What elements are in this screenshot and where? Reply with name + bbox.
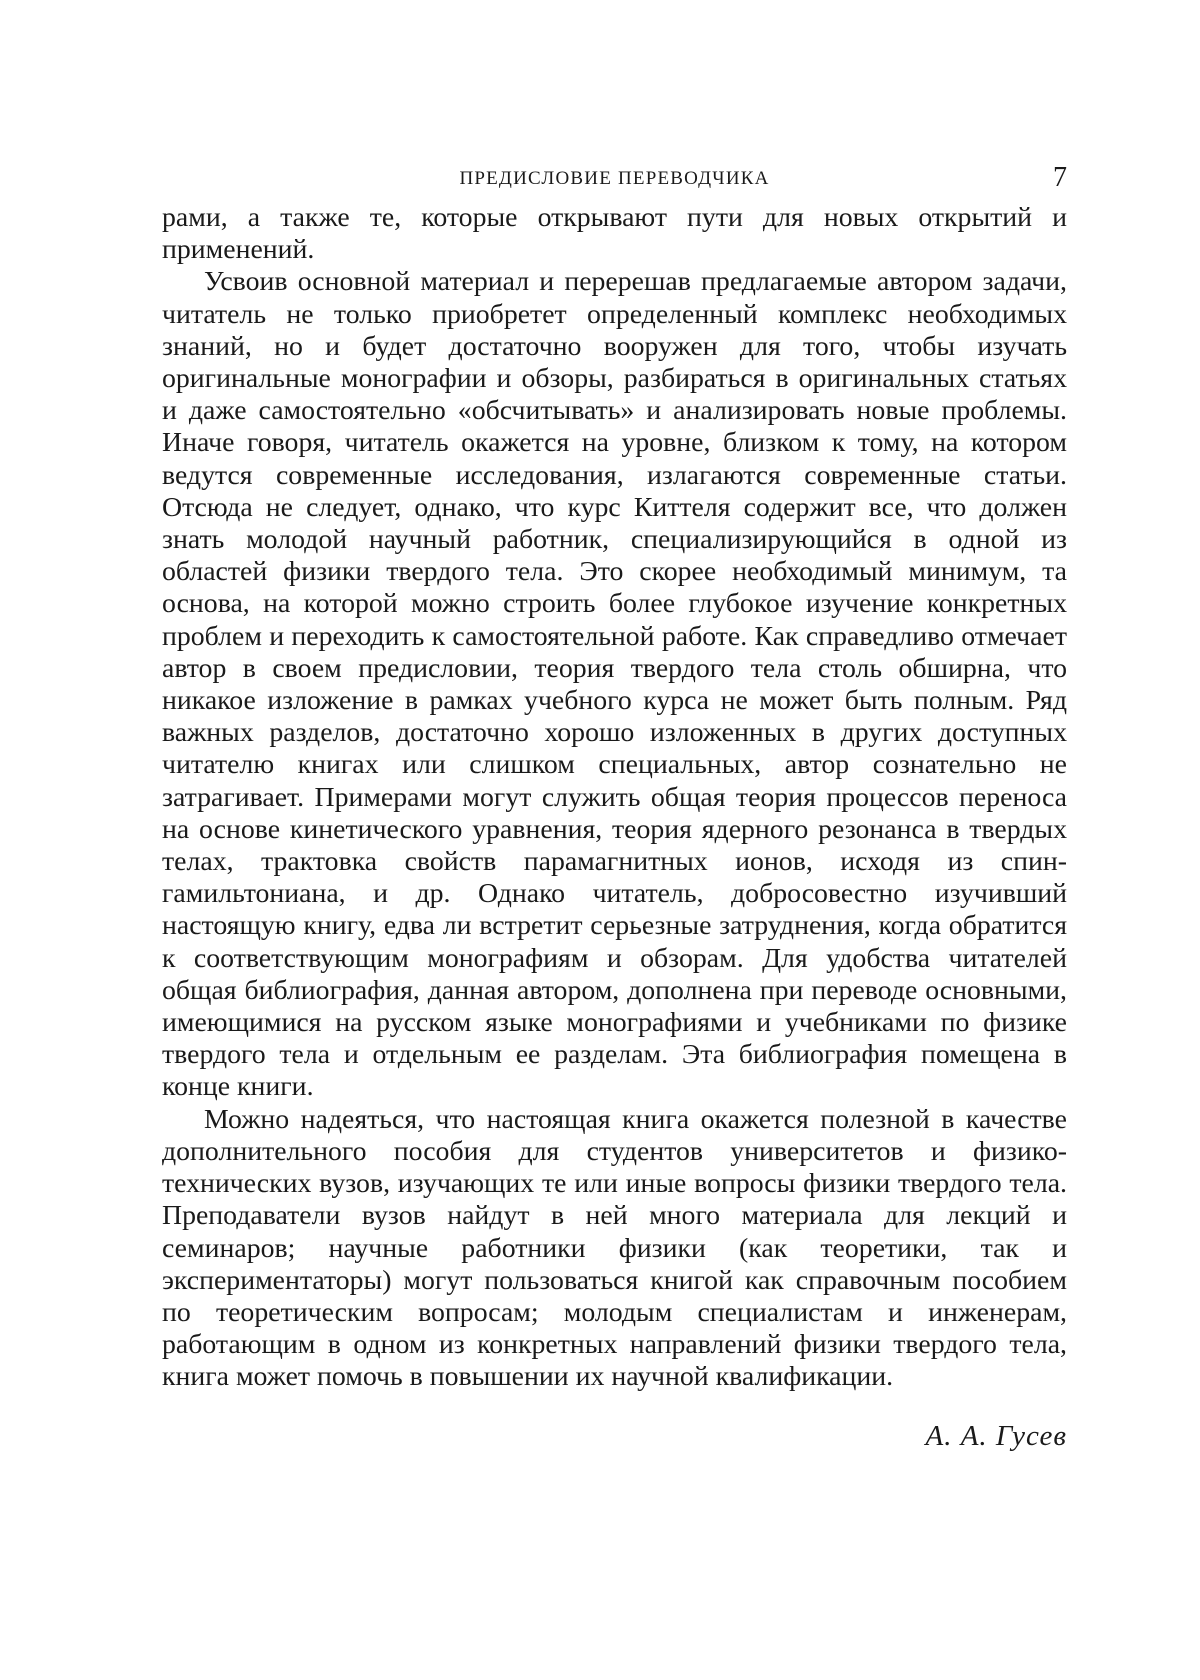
paragraph: Можно надеяться, что настоящая книга окажется полезной в качестве дополнительного пособия для студентов университетов и физико-технических вузов, изучающих те или иные вопросы физики твердого тела. Преподаватели вузов найдут в ней много материала для лекций и семинаров; научные работники физики (как теоретики, так и экспериментаторы) могут пользоваться книгой как справочным пособием по теоретическим вопросам; молодым специалистам и инженерам, работающим в одном из конкретных направлений физики твердого тела, книга может помочь в повышении их научной квалификации. [162,1103,1067,1393]
body-text [162,202,1067,1394]
paragraph: Усвоив основной материал и перерешав предлагаемые автором задачи, читатель не только приобретет определенный комплекс необходимых знаний, но и будет достаточно вооружен для того, чтобы изучать оригинальные монографии и обзоры, разбираться в оригинальных статьях и даже самостоятельно «обсчитывать» и анализировать новые проблемы. Иначе говоря, читатель окажется на уровне, близком к тому, на котором ведутся современные исследования, излагаются современные статьи. Отсюда не следует, однако, что курс Киттеля содержит все, что должен знать молодой научный работник, специализирующийся в одной из областей физики твердого тела. Это скорее необходимый минимум, та основа, на которой можно строить более глубокое изучение конкретных проблем и переходить к самостоятельной работе. Как справедливо отмечает автор в своем предисловии, теория твердого тела столь обширна, что никакое изложение в рамках учебного курса не может быть полным. Ряд важных разделов, достаточно хорошо изложенных в других доступных читателю книгах или слишком специальных, автор сознательно не затрагивает. Примерами могут служить общая теория процессов переноса на основе кинетического уравнения, теория ядерного резонанса в твердых телах, трактовка свойств парамагнитных ионов, исходя из спин-гамильтониана, и др. Однако читатель, добросовестно изучивший настоящую книгу, едва ли встретит серьезные затруднения, когда обратится к соответствующим монографиям и обзорам. Для удобства читателей общая библиография, данная автором, дополнена при переводе основными, имеющимися на русском языке монографиями и учебниками по физике твердого тела и отдельным ее разделам. Эта библиография помещена в конце книги. [162,266,1067,1103]
page-number: 7 [1053,162,1067,193]
author-signature: А. А. Гусев [925,1419,1067,1452]
paragraph-continuation: рами, а также те, которые открывают пути для новых открытий и применений. [162,202,1067,266]
running-header [162,162,1067,196]
book-page [162,162,1067,1453]
running-title: ПРЕДИСЛОВИЕ ПЕРЕВОДЧИКА [459,168,770,189]
